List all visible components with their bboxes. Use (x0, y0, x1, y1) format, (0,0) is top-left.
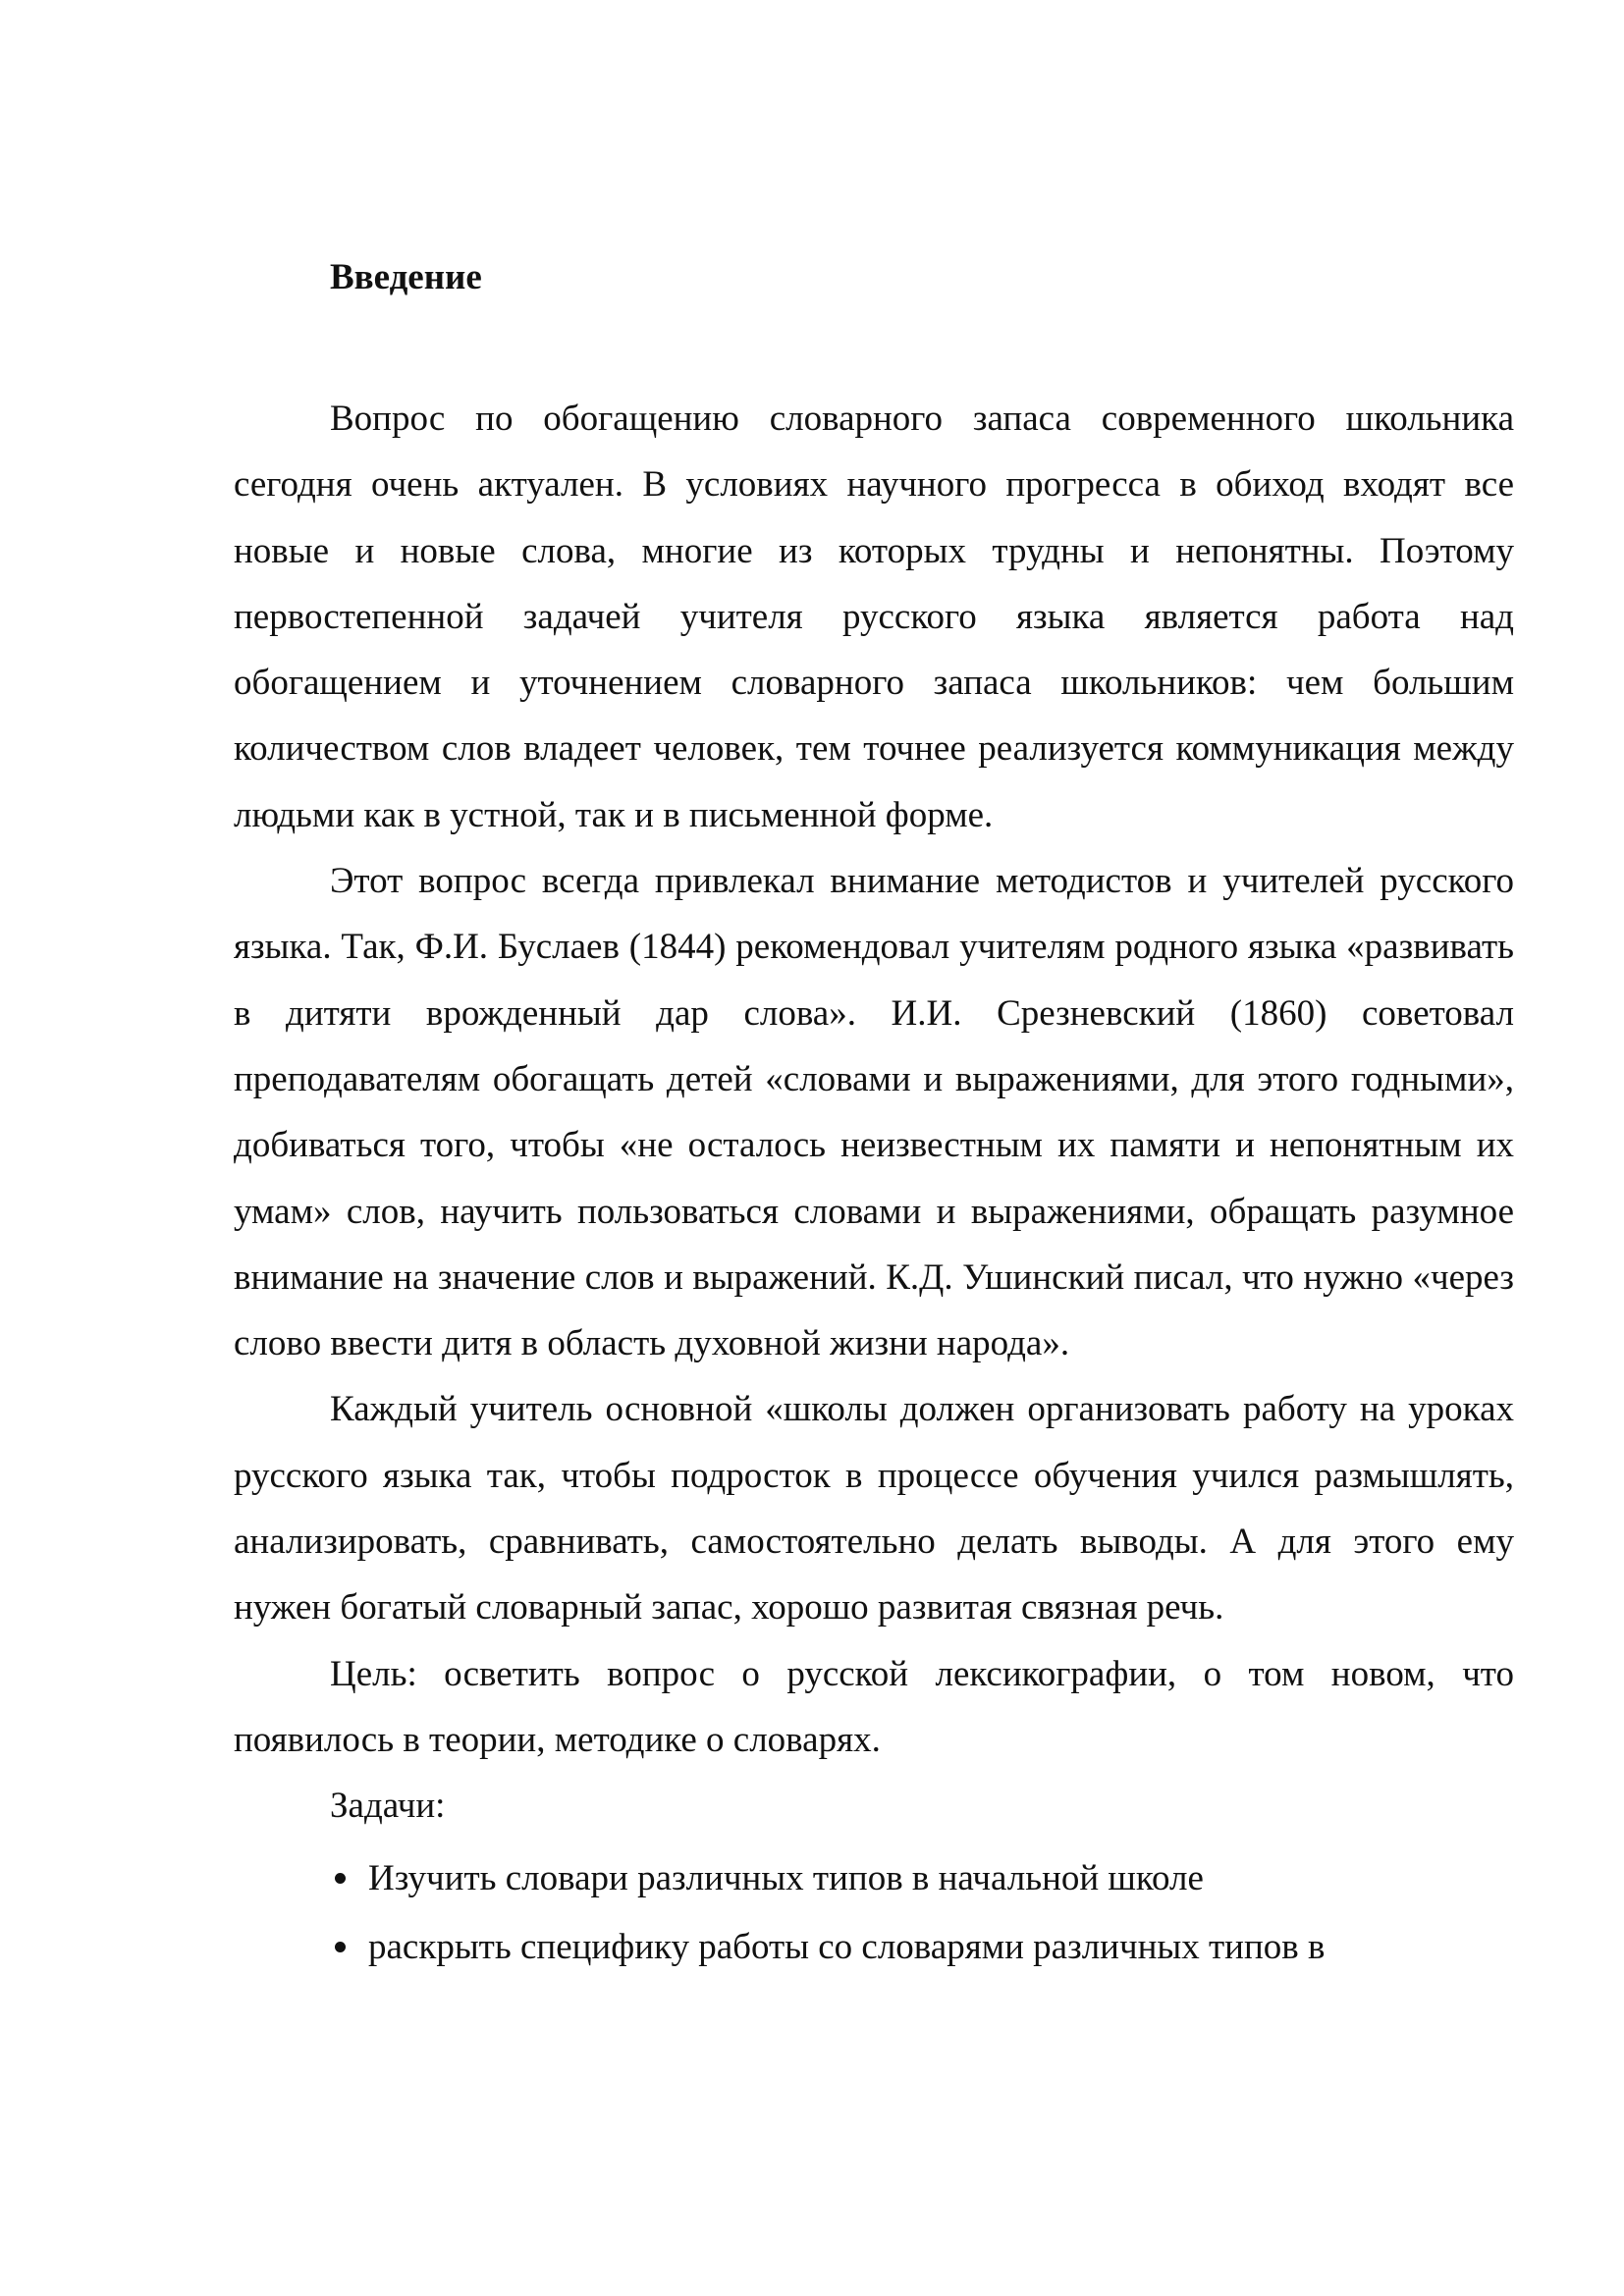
section-heading: Введение (330, 257, 482, 297)
list-item (234, 1913, 1514, 1982)
task-text: раскрыть специфику работы со словарями различных типов в (368, 1926, 1326, 1967)
tasks-list (234, 1844, 1514, 1982)
task-text: Изучить словари различных типов в начальной школе (368, 1857, 1204, 1898)
bullet-icon (330, 1913, 350, 1982)
paragraph-history: Этот вопрос всегда привлекал внимание методистов и учителей русского языка. Так, Ф.И. Буслаев (1844) рекомендовал учителям родного языка «развивать в дитяти врожденный дар слова». И.И. Срезневский (1860) советовал преподавателям обогащать детей «словами и выражениями, для этого годными», добиваться того, чтобы «не осталось неизвестным их памяти и непонятным их умам» слов, научить пользоваться словами и выражениями, обращать разумное внимание на значение слов и выражений. К.Д. Ушинский писал, что нужно «через слово ввести дитя в область духовной жизни народа». (234, 861, 1514, 1364)
document-content (234, 234, 1514, 1982)
tasks-label: Задачи: (330, 1786, 446, 1827)
list-item (234, 1844, 1514, 1913)
document-body (234, 386, 1514, 1982)
bullet-icon (330, 1844, 350, 1913)
paragraph-intro: Вопрос по обогащению словарного запаса современного школьника сегодня очень актуален. В условиях научного прогресса в обиход входят все новые и новые слова, многие из которых трудны и непонятны. Поэтому первостепенной задачей учителя русского языка является работа над обогащением и уточнением словарного запаса школьников: чем большим количеством слов владеет человек, тем точнее реализуется коммуникация между людьми как в устной, так и в письменной форме. (234, 399, 1514, 835)
paragraph-goal: Цель: осветить вопрос о русской лексикографии, о том новом, что появилось в теории, методике о словарях. (234, 1653, 1514, 1760)
paragraph-teacher: Каждый учитель основной «школы должен организовать работу на уроках русского языка так, чтобы подросток в процессе обучения учился размышлять, анализировать, сравнивать, самостоятельно делать выводы. А для этого ему нужен богатый словарный запас, хорошо развитая связная речь. (234, 1389, 1514, 1629)
